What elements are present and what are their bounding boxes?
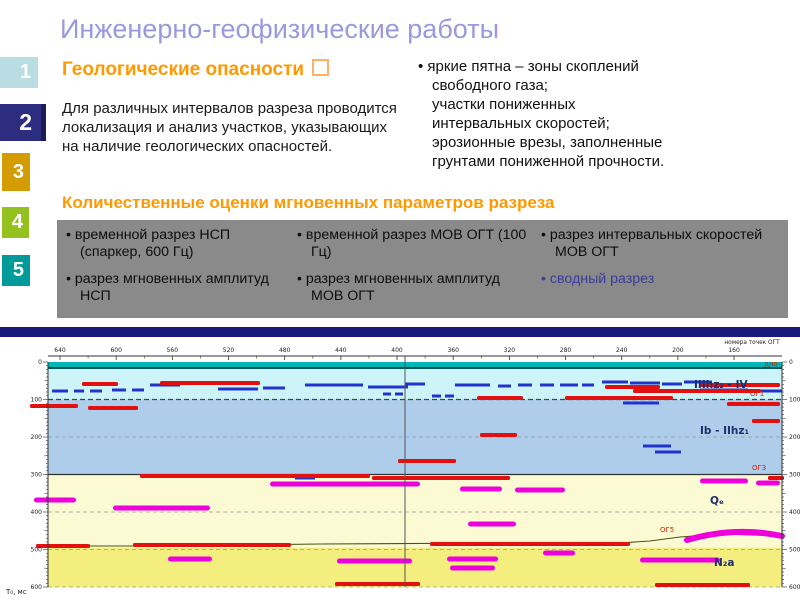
svg-text:520: 520 — [222, 347, 235, 354]
divider-bar — [0, 327, 800, 337]
methods-panel — [57, 220, 788, 318]
svg-text:0: 0 — [38, 359, 42, 366]
svg-text:400: 400 — [30, 509, 42, 516]
intro-paragraph: Для различных интервалов разреза проводится локализация и анализ участков, указывающих на наличие геологических опасностей. — [62, 100, 397, 156]
svg-text:240: 240 — [615, 347, 628, 354]
svg-text:300: 300 — [789, 471, 800, 479]
svg-text:дно: дно — [764, 360, 778, 368]
svg-text:400: 400 — [391, 347, 403, 354]
method-item: • разрез мгновенных амплитуд МОВ ОГТ — [297, 270, 500, 304]
method-item: • разрез мгновенных амплитуд НСП — [66, 270, 269, 304]
svg-text:ОГ1: ОГ1 — [750, 390, 765, 398]
svg-text:300: 300 — [30, 471, 42, 479]
svg-text:280: 280 — [559, 347, 572, 354]
svg-text:500: 500 — [30, 546, 42, 554]
section-heading — [62, 59, 329, 81]
svg-text:320: 320 — [503, 347, 516, 354]
svg-text:600: 600 — [789, 584, 800, 591]
method-item: • временной разрез НСП (спаркер, 600 Гц) — [66, 227, 231, 261]
hazards-bullet-list — [418, 57, 790, 171]
hazard-line: интервальных скоростей; — [432, 115, 610, 133]
svg-text:100: 100 — [789, 396, 800, 404]
method-item: • разрез интервальных скоростей МОВ ОГТ — [541, 227, 763, 261]
hazard-line: участки пониженных — [432, 96, 576, 114]
subsection-heading: Количественные оценки мгновенных параметров разреза — [62, 193, 555, 212]
svg-text:ОГ3: ОГ3 — [752, 464, 767, 472]
svg-text:480: 480 — [278, 347, 291, 354]
svg-text:360: 360 — [447, 347, 459, 354]
svg-text:440: 440 — [335, 347, 347, 354]
svg-text:400: 400 — [789, 509, 800, 516]
methods-column — [297, 227, 529, 314]
methods-column — [66, 227, 294, 314]
svg-text:Qₑ: Qₑ — [710, 495, 724, 507]
method-item: • временной разрез МОВ ОГТ (100 Гц) — [297, 227, 527, 261]
svg-text:500: 500 — [789, 546, 800, 554]
svg-text:ОГ5: ОГ5 — [660, 526, 675, 534]
svg-text:200: 200 — [30, 434, 42, 441]
svg-text:N₂a: N₂a — [714, 557, 735, 569]
hazard-line: грунтами пониженной прочности. — [432, 153, 665, 171]
methods-column — [541, 227, 781, 297]
sidebar-item-5[interactable]: 5 — [2, 255, 30, 286]
checkbox-icon — [312, 59, 329, 76]
sidebar-item-3[interactable]: 3 — [2, 153, 30, 191]
svg-text:200: 200 — [672, 347, 684, 354]
svg-text:Т₀, мс: Т₀, мс — [6, 588, 27, 596]
method-item-link[interactable]: • сводный разрез — [541, 270, 655, 287]
svg-text:номера точек ОГТ: номера точек ОГТ — [724, 340, 780, 346]
svg-text:100: 100 — [30, 396, 42, 404]
sidebar-item-4[interactable]: 4 — [2, 207, 29, 238]
sidebar-item-1[interactable]: 1 — [0, 57, 38, 88]
section-heading-text: Геологические опасности — [62, 59, 305, 80]
svg-text:Ib - IIhz₁: Ib - IIhz₁ — [700, 425, 750, 437]
svg-text:600: 600 — [30, 584, 42, 591]
svg-text:IIIhz₂ - IV: IIIhz₂ - IV — [694, 379, 748, 391]
seismic-section-chart — [0, 338, 800, 600]
sidebar-item-2-active[interactable]: 2 — [0, 104, 46, 141]
svg-text:600: 600 — [110, 347, 122, 354]
hazard-line: свободного газа; — [432, 77, 548, 95]
svg-text:560: 560 — [166, 347, 179, 354]
svg-text:0: 0 — [789, 359, 793, 366]
svg-text:200: 200 — [789, 434, 800, 441]
hazard-line: • яркие пятна – зоны скоплений — [418, 58, 639, 75]
svg-text:160: 160 — [728, 347, 740, 354]
page-title: Инженерно-геофизические работы — [60, 14, 499, 44]
svg-text:640: 640 — [54, 347, 66, 354]
hazard-line: эрозионные врезы, заполненные — [432, 134, 663, 152]
